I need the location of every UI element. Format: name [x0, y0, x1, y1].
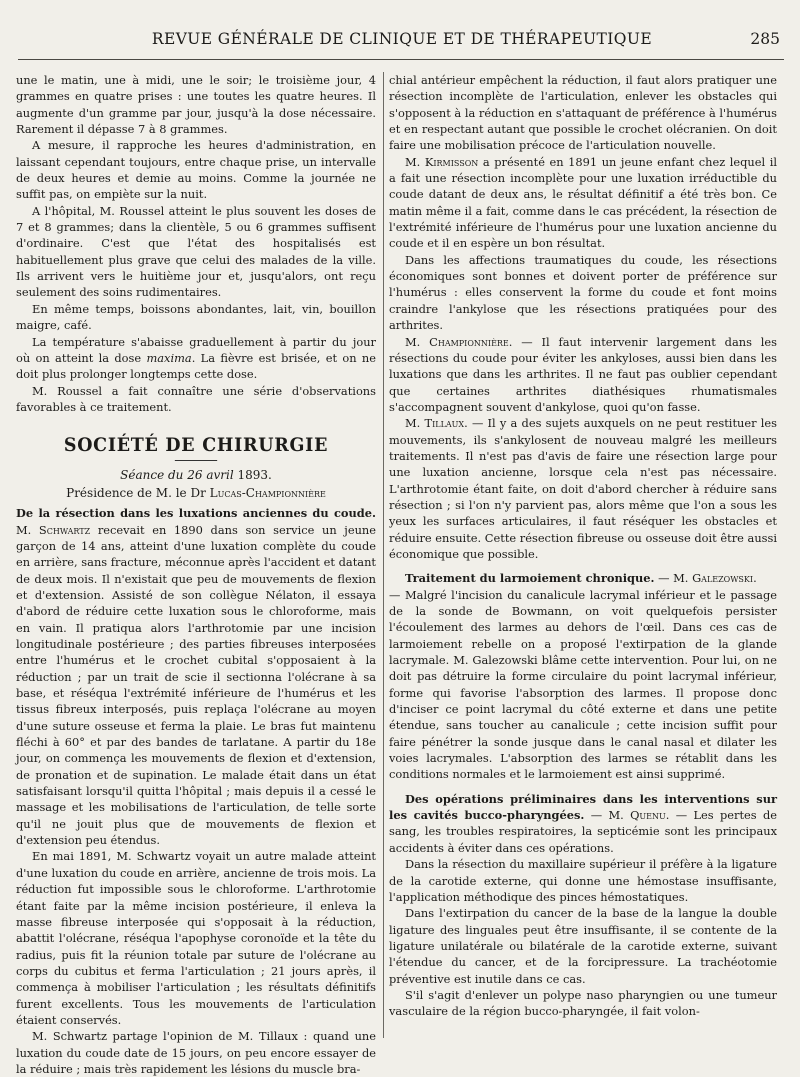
paragraph: [389, 334, 777, 416]
header-rule: [18, 59, 784, 60]
article-paragraph: [389, 570, 777, 586]
author-name: Quenu: [630, 808, 666, 823]
text: M.: [405, 154, 425, 169]
spacer: [389, 562, 777, 570]
text: . — Les pertes de sang, les troubles respiratoires, la septicémie sont les principaux accidents à éviter dans ces opérations.: [389, 808, 777, 855]
text: — M.: [584, 808, 631, 823]
article-paragraph: [16, 505, 376, 848]
text: M.: [405, 416, 425, 431]
paragraph: Dans la résection du maxillaire supérieur il préfère à la ligature de la carotide externe, qui donne une hémostase insuffisante, l'application méthodique des pinces hémostatiques.: [389, 857, 777, 904]
running-title: REVUE GÉNÉRALE DE CLINIQUE ET DE THÉRAPEUTIQUE: [151, 30, 653, 48]
author-name: Galezowski: [692, 571, 754, 586]
paragraph: — Malgré l'incision du canalicule lacrymal inférieur et le passage de la sonde de Bowmann, on voit quelquefois persister l'écoulement des larmes au dehors de l'œil. Dans ces cas de larmoiement rebelle on a proposé l'extirpation de la glande lacrymale. M. Galezowski blâme cette intervention. Pour lui, on ne doit pas détruire la forme circulaire du point lacrymal inférieur, forme qui favorise l'absorption des larmes. Il propose donc d'inciser ce point lacrymal du côté externe et dans une petite étendue, sans toucher au canalicule ; cette incision suffit pour faire pénétrer la sonde jusque dans le canal nasal et dilater les voies lacrymales. L'absorption des larmes se rétablit dans les conditions normales et le larmoiement est ainsi supprimé.: [389, 587, 777, 782]
author-name: Kirmisson: [424, 154, 479, 169]
article-heading: Traitement du larmoiement chronique.: [405, 571, 655, 586]
paragraph: Dans les affections traumatiques du coude, les résections économiques sont bonnes et doivent porter de préférence sur l'humérus : elles conservent la forme du coude et font moins craindre l'ankylose que les résections pratiquées pour des arthrites.: [389, 252, 777, 333]
author-name: Schwartz: [38, 522, 91, 537]
paragraph: M. Roussel a fait connaître une série d'observations favorables à ce traitement.: [16, 383, 376, 414]
session-year: 1893.: [233, 467, 272, 482]
paragraph: A l'hôpital, M. Roussel atteint le plus souvent les doses de 7 et 8 grammes; dans la clientèle, 5 ou 6 grammes suffisent d'ordinaire. C'est que l'état des hospitalisés est habituellement plus grave que celui des malades de la ville. Ils arrivent vers le huitième jour et, jusqu'alors, ont reçu seulement des soins rudimentaires.: [16, 203, 376, 300]
paragraph: M. Schwartz partage l'opinion de M. Tillaux : quand une luxation du coude date de 15 jours, on peu encore essayer de la réduire ; mais très rapidement les lésions du muscle bra-: [16, 1029, 376, 1076]
paragraph: En même temps, boissons abondantes, lait, vin, bouillon maigre, café.: [16, 301, 376, 333]
author-name: Championnière: [429, 334, 509, 349]
article-heading: De la résection dans les luxations anciennes du coude.: [16, 506, 376, 521]
paragraph: [389, 154, 777, 252]
session-month: avril: [206, 467, 234, 482]
paragraph: Dans l'extirpation du cancer de la base de la langue la double ligature des linguales peut être insuffisante, il se contente de la ligature unilatérale ou bilatérale de la carotide externe, suivant l'étendue du cancer, et de la forcipressure. La trachéotomie préventive est inutile dans ce cas.: [389, 906, 777, 986]
column-rule: [383, 72, 384, 1038]
text: M.: [405, 334, 430, 349]
author-name: Tillaux: [424, 416, 465, 431]
text: La température s'abaisse graduellement à partir du jour où on atteint la dose: [16, 334, 376, 365]
right-column: [389, 72, 777, 1020]
spacer: [389, 783, 777, 791]
session-date: [16, 467, 376, 483]
session-prefix: Séance du 26: [120, 467, 207, 482]
paragraph: [389, 415, 777, 562]
paragraph: chial antérieur empêchent la réduction, il faut alors pratiquer une résection incomplète de l'articulation, enlever les obstacles qui s'opposent à la réduction en s'attaquant de préférence à l'humérus et en respectant autant que possible le crochet olécranien. On doit faire une mobilisation précoce de l'articulation nouvelle.: [389, 73, 777, 153]
page-header: [18, 30, 786, 52]
presidency-line: [16, 485, 376, 501]
text: .: [753, 571, 757, 586]
paragraph: [16, 334, 376, 383]
text: — M.: [654, 571, 693, 586]
text: . — Il y a des sujets auxquels on ne peut restituer les mouvements, ils s'ankylosent de nouveau malgré les meilleurs traitements. Il n'est pas d'avis de faire une résection large pour une luxation ancienne, lorsque cela n'est pas nécessaire. L'arthrotomie étant faite, on doit d'abord chercher à réduire sans résection ; si l'on n'y parvient pas, alors même que l'on a sous les yeux les surfaces articulaires, il faut réséquer les obstacles et réduire ensuite. Cette résection fibreuse ou osseuse doit être aussi économique que possible.: [389, 416, 777, 561]
text: recevait en 1890 dans son service un jeune garçon de 14 ans, atteint d'une luxation complète du coude en arrière, sans fracture, méconnue après l'accident et datant de deux mois. Il n'existait que peu de mouvements de flexion et d'extension. Assisté de son collègue Nélaton, il essaya d'abord de réduire cette luxation sous le chloroforme, mais en vain. Il pratiqua alors l'arthrotomie par une incision longitudinale postérieure ; des parties fibreuses interposées entre l'humérus et le crochet cubital s'opposaient à la réduction ; par un trait de scie il sectionna l'olécrane à sa base, et réséqua l'extrémité inférieure de l'humérus et les tissus fibreux interposés, puis replaça l'olécrane au moyen d'une suture osseuse et ferma la plaie. Le bras fut maintenu fléchi à 60° et par des bandes de tarlatane. A partir du 18e jour, on commença les mouvements de flexion et d'extension, de pronation et de supination. Le malade était dans un état satisfaisant lorsqu'il quitta l'hôpital ; mais depuis il a cessé le massage et les mobilisations de l'articulation, de telle sorte qu'il ne jouit plus que de mouvements de flexion et d'extension peu étendus.: [16, 522, 376, 848]
text: a présenté en 1891 un jeune enfant chez lequel il a fait une résection incomplète pour une luxation irréductible du coude datant de deux ans, le résultat définitif a été très bon. Ce matin même il a fait, comme dans le cas précédent, la résection de l'extrémité inférieure de l'humérus pour une luxation ancienne du coude et il en espère un bon résultat.: [389, 154, 778, 251]
text: . La fièvre est brisée, et on ne doit plus prolonger longtemps cette dose.: [16, 350, 376, 382]
section-title: SOCIÉTÉ DE CHIRURGIE: [30, 437, 361, 460]
italic-text: maxima: [146, 350, 192, 365]
presidency-prefix: Présidence de M. le Dr: [66, 485, 210, 500]
page-number: 285: [750, 30, 780, 48]
paragraph: une le matin, une à midi, une le soir; le troisième jour, 4 grammes en quatre prises : une toutes les quatre heures. Il augmente d'un gramme par jour, jusqu'à la dose nécessaire. Rarement il dépasse 7 à 8 grammes.: [16, 73, 376, 137]
left-column: [16, 72, 376, 1077]
president-name: Lucas-Championnière: [209, 485, 326, 500]
text: M.: [16, 522, 39, 537]
paragraph: En mai 1891, M. Schwartz voyait un autre malade atteint d'une luxation du coude en arrière, ancienne de trois mois. La réduction fut impossible sous le chloroforme. L'arthrotomie étant faite par la même incision postérieure, il enleva la masse fibreuse interposée qui s'opposait à la réduction, abattit l'olécrane, réséqua l'apophyse coronoïde et la tête du radius, puis fit la réunion totale par suture de l'olécrane au corps du cubitus et ferma l'articulation ; 21 jours après, il commença à mobiliser l'articulation ; les résultats définitifs furent excellents. Tous les mouvements de l'articulation étaient conservés.: [16, 849, 376, 1027]
article-heading: Des opérations préliminaires dans les interventions sur les cavités bucco-pharyngées.: [389, 791, 777, 823]
paragraph: A mesure, il rapproche les heures d'administration, en laissant cependant toujours, entre chaque prise, un intervalle de deux heures et demie au moins. Comme la journée ne suffit pas, on empiète sur la nuit.: [16, 138, 376, 202]
paragraph: S'il s'agit d'enlever un polype naso pharyngien ou une tumeur vasculaire de la région bucco-pharyngée, il fait volon-: [389, 987, 777, 1019]
text: . — Il faut intervenir largement dans les résections du coude pour éviter les ankyloses, aussi bien dans les luxations que dans les arthrites. Il ne faut pas oublier cependant que certaines arthrites diathésiques rhumatismales s'accompagnent souvent d'ankylose, quoi qu'on fasse.: [389, 334, 778, 414]
article-paragraph: [389, 791, 777, 856]
